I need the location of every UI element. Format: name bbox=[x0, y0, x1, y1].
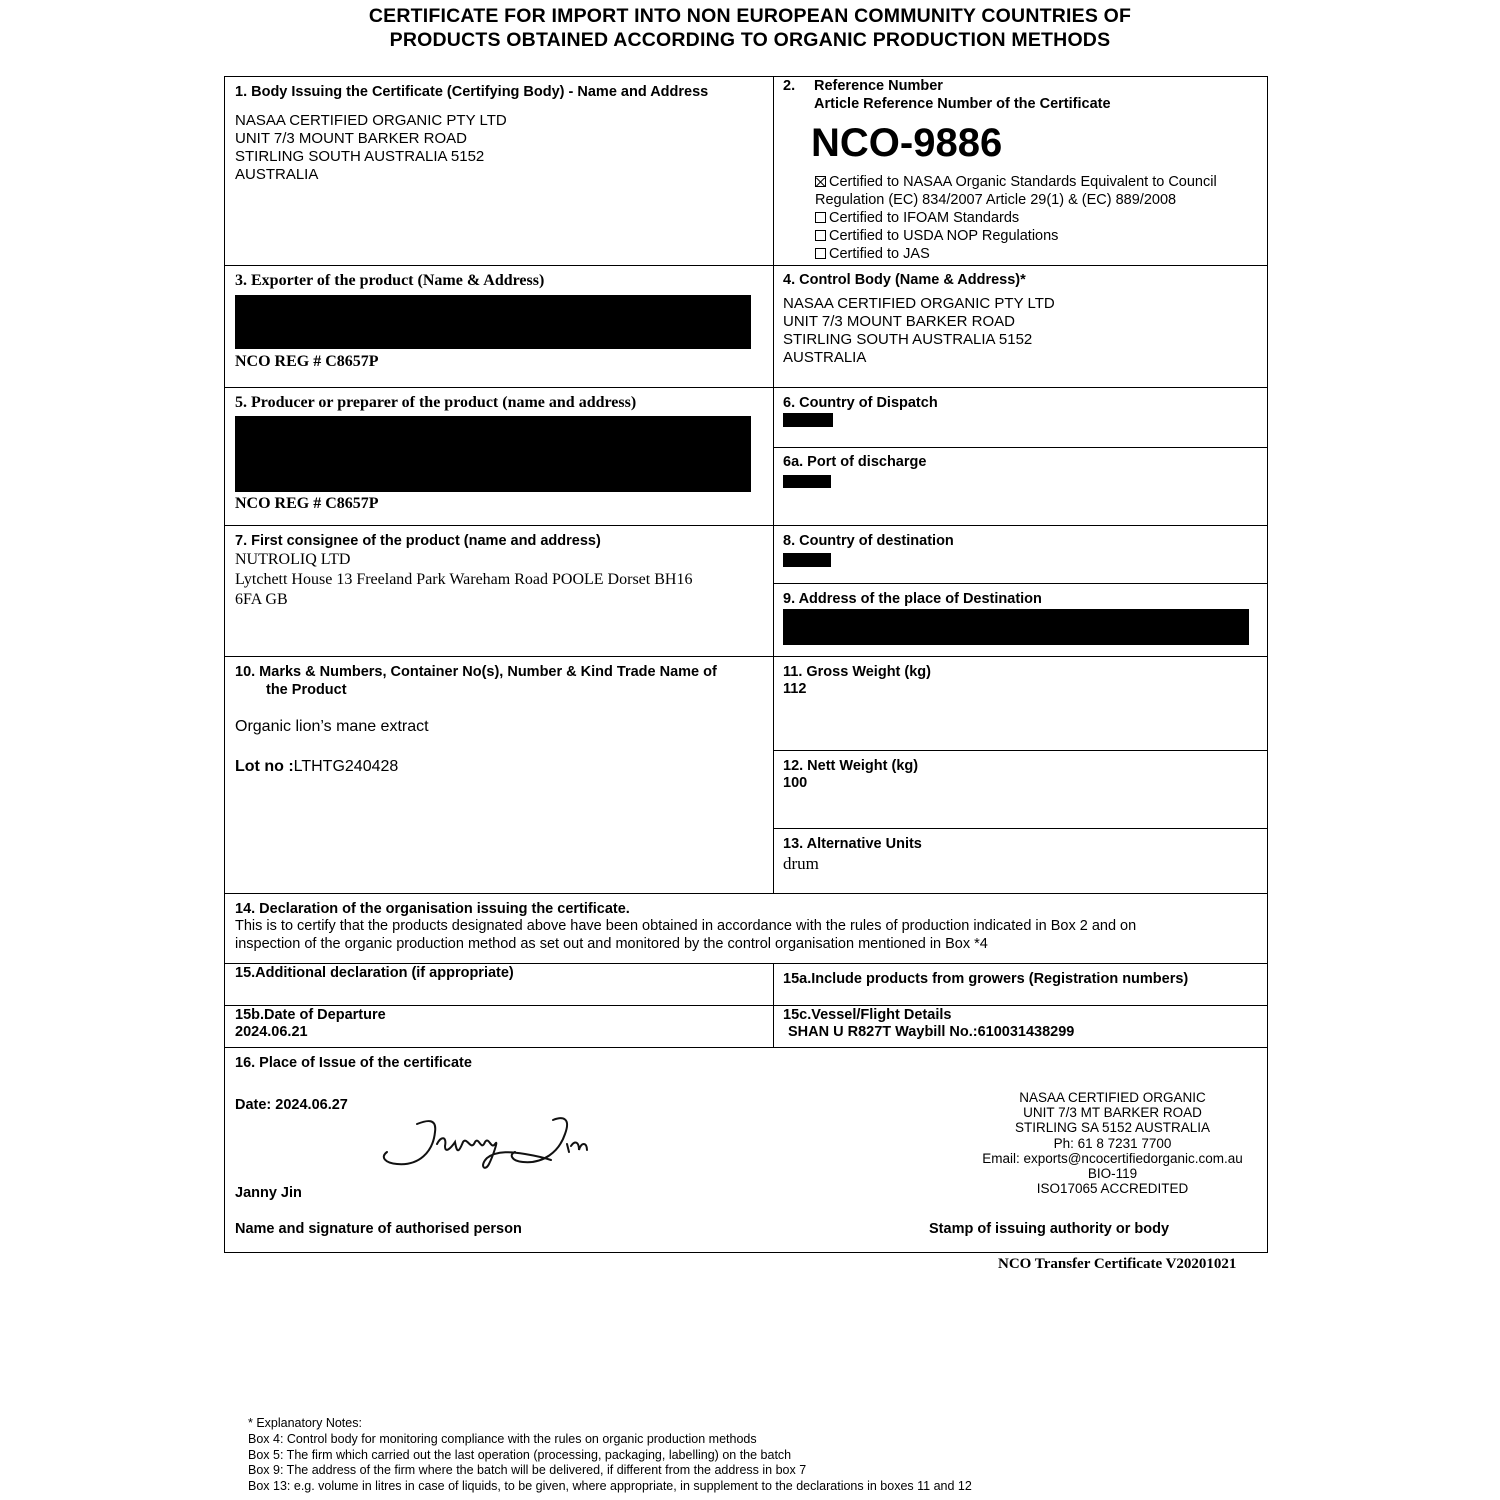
box15a-label: 15a.Include products from growers (Registration numbers) bbox=[783, 971, 1189, 987]
box2-label: Reference Number bbox=[814, 78, 943, 94]
signature-image bbox=[375, 1112, 590, 1174]
form-version: NCO Transfer Certificate V20201021 bbox=[998, 1256, 1237, 1272]
issue-date: Date: 2024.06.27 bbox=[235, 1097, 348, 1113]
name-caption: Name and signature of authorised person bbox=[235, 1221, 522, 1237]
stamp-line: NASAA CERTIFIED ORGANIC bbox=[1019, 1090, 1206, 1105]
note-line: Box 5: The firm which carried out the last operation (processing, packaging, labelling) on the batch bbox=[248, 1447, 792, 1462]
stamp-line: ISO17065 ACCREDITED bbox=[1036, 1181, 1189, 1197]
lot-number bbox=[235, 758, 398, 776]
box8-label: 8. Country of destination bbox=[783, 533, 954, 549]
box4-line: NASAA CERTIFIED ORGANIC PTY LTD bbox=[783, 295, 1055, 312]
box4-label: 4. Control Body (Name & Address)* bbox=[783, 272, 1026, 288]
declaration-line: inspection of the organic production method as set out and monitored by the control organisation mentioned in Box *4 bbox=[235, 936, 988, 952]
box1-line: STIRLING SOUTH AUSTRALIA 5152 bbox=[235, 148, 485, 165]
box15-label: 15.Additional declaration (if appropriate) bbox=[235, 965, 514, 981]
box12-label: 12. Nett Weight (kg) bbox=[783, 758, 919, 774]
box13-label: 13. Alternative Units bbox=[783, 836, 922, 852]
option-ifoam bbox=[815, 209, 1019, 227]
option-usda-text: Certified to USDA NOP Regulations bbox=[829, 228, 1059, 244]
box15c-label: 15c.Vessel/Flight Details bbox=[783, 1007, 952, 1023]
certificate-form bbox=[224, 76, 1268, 1253]
lot-value: LTHTG240428 bbox=[293, 758, 399, 775]
box4-line: AUSTRALIA bbox=[783, 349, 867, 366]
title-line-2: PRODUCTS OBTAINED ACCORDING TO ORGANIC PRODUCTION METHODS bbox=[389, 29, 1111, 51]
gross-weight-value: 112 bbox=[783, 681, 807, 697]
option-usda bbox=[815, 227, 1058, 245]
box11-label: 11. Gross Weight (kg) bbox=[783, 664, 931, 680]
row-divider bbox=[225, 387, 1267, 388]
checkbox-checked-icon bbox=[815, 176, 826, 187]
option-ifoam-text: Certified to IFOAM Standards bbox=[829, 210, 1020, 226]
option-nasaa-text: Certified to NASAA Organic Standards Equivalent to Council bbox=[829, 174, 1217, 190]
option-nasaa-cont: Regulation (EC) 834/2007 Article 29(1) & (EC) 889/2008 bbox=[815, 192, 1177, 208]
box7-line: Lytchett House 13 Freeland Park Wareham Road POOLE Dorset BH16 bbox=[235, 571, 693, 588]
row-divider bbox=[773, 583, 1267, 584]
nett-weight-value: 100 bbox=[783, 775, 808, 791]
product-name: Organic lion’s mane extract bbox=[235, 718, 429, 735]
column-divider bbox=[773, 77, 774, 893]
box5-reg: NCO REG # C8657P bbox=[235, 495, 379, 512]
box7-line: 6FA GB bbox=[235, 591, 288, 608]
redaction-bar bbox=[783, 475, 831, 488]
authorised-person-name: Janny Jin bbox=[235, 1185, 302, 1201]
box1-line: NASAA CERTIFIED ORGANIC PTY LTD bbox=[235, 112, 507, 129]
box16-label: 16. Place of Issue of the certificate bbox=[235, 1055, 472, 1071]
box3-label: 3. Exporter of the product (Name & Address) bbox=[235, 272, 545, 289]
reference-number: NCO-9886 bbox=[811, 121, 1003, 165]
declaration-line: This is to certify that the products designated above have been obtained in accordance with the rules of production indicated in Box 2 and on bbox=[235, 918, 1137, 934]
box3-reg: NCO REG # C8657P bbox=[235, 353, 379, 370]
stamp-line: UNIT 7/3 MT BARKER ROAD bbox=[1023, 1105, 1202, 1121]
note-line: Box 9: The address of the firm where the batch will be delivered, if different from the address in box 7 bbox=[248, 1463, 807, 1478]
box10-label-cont: the Product bbox=[266, 682, 347, 698]
row-divider bbox=[225, 265, 1267, 266]
stamp-line: Email: exports@ncocertifiedorganic.com.au bbox=[982, 1150, 1243, 1166]
row-divider bbox=[225, 1047, 1267, 1048]
vessel-details: SHAN U R827T Waybill No.:610031438299 bbox=[788, 1024, 1075, 1040]
title-line-1: CERTIFICATE FOR IMPORT INTO NON EUROPEAN COMMUNITY COUNTRIES OF bbox=[368, 5, 1132, 27]
redaction-bar bbox=[783, 413, 833, 427]
box4-line: STIRLING SOUTH AUSTRALIA 5152 bbox=[783, 331, 1033, 348]
redaction-bar bbox=[235, 416, 751, 492]
row-divider bbox=[225, 893, 1267, 894]
box4-line: UNIT 7/3 MOUNT BARKER ROAD bbox=[783, 313, 1015, 330]
option-jas bbox=[815, 245, 930, 263]
option-nasaa bbox=[815, 173, 1217, 191]
box7-label: 7. First consignee of the product (name and address) bbox=[235, 533, 601, 549]
redaction-bar bbox=[783, 553, 831, 567]
departure-date: 2024.06.21 bbox=[235, 1024, 308, 1040]
row-divider bbox=[225, 656, 1267, 657]
box6-label: 6. Country of Dispatch bbox=[783, 395, 938, 411]
stamp-caption: Stamp of issuing authority or body bbox=[929, 1221, 1170, 1237]
row-divider bbox=[773, 828, 1267, 829]
option-jas-text: Certified to JAS bbox=[829, 246, 930, 262]
box10-label: 10. Marks & Numbers, Container No(s), Number & Kind Trade Name of bbox=[235, 664, 717, 680]
checkbox-empty-icon bbox=[815, 248, 826, 259]
alternative-units-value: drum bbox=[783, 854, 819, 873]
box2-number: 2. bbox=[783, 78, 796, 94]
issuing-stamp bbox=[940, 1090, 1285, 1196]
box2-sublabel: Article Reference Number of the Certificate bbox=[814, 96, 1111, 112]
row-divider bbox=[773, 750, 1267, 751]
checkbox-empty-icon bbox=[815, 230, 826, 241]
explanatory-notes bbox=[248, 1416, 972, 1495]
note-line: * Explanatory Notes: bbox=[248, 1416, 362, 1430]
box1-line: AUSTRALIA bbox=[235, 166, 319, 183]
note-line: Box 13: e.g. volume in litres in case of liquids, to be given, where appropriate, in supplement to the declarations in boxes 11 and 12 bbox=[248, 1479, 972, 1494]
row-divider bbox=[225, 525, 1267, 526]
box5-label: 5. Producer or preparer of the product (name and address) bbox=[235, 394, 637, 411]
box15b-label: 15b.Date of Departure bbox=[235, 1007, 386, 1023]
document-title bbox=[0, 4, 1500, 52]
row-divider bbox=[773, 447, 1267, 448]
box9-label: 9. Address of the place of Destination bbox=[783, 591, 1042, 607]
stamp-line: STIRLING SA 5152 AUSTRALIA bbox=[1014, 1120, 1211, 1136]
lot-label: Lot no : bbox=[235, 758, 294, 775]
stamp-line: Ph: 61 8 7231 7700 bbox=[1053, 1135, 1172, 1151]
redaction-bar bbox=[235, 295, 751, 349]
checkbox-empty-icon bbox=[815, 212, 826, 223]
redaction-bar bbox=[783, 609, 1249, 645]
stamp-line: BIO-119 bbox=[1087, 1166, 1138, 1182]
box1-label: 1. Body Issuing the Certificate (Certifying Body) - Name and Address bbox=[235, 84, 709, 100]
box6a-label: 6a. Port of discharge bbox=[783, 454, 927, 470]
note-line: Box 4: Control body for monitoring compliance with the rules on organic production methods bbox=[248, 1431, 757, 1446]
box1-line: UNIT 7/3 MOUNT BARKER ROAD bbox=[235, 130, 467, 147]
box14-label: 14. Declaration of the organisation issuing the certificate. bbox=[235, 901, 630, 917]
box7-line: NUTROLIQ LTD bbox=[235, 551, 351, 568]
